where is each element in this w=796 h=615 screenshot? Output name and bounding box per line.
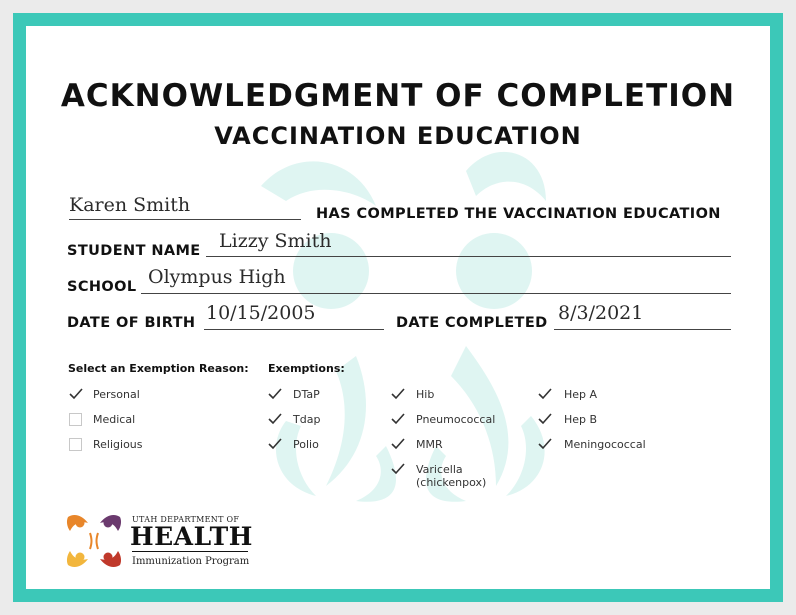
certificate-subtitle: VACCINATION EDUCATION <box>214 122 582 150</box>
logo-health: HEALTH <box>130 522 253 551</box>
checkbox[interactable] <box>69 438 82 451</box>
signer-line <box>69 219 301 220</box>
school-line <box>141 293 731 294</box>
health-logo-icon <box>66 511 122 571</box>
checkmark-icon[interactable] <box>538 388 552 400</box>
signer-name: Karen Smith <box>69 194 191 216</box>
exemption-label: Polio <box>293 438 319 451</box>
date-completed-line <box>554 329 731 330</box>
checkmark-icon[interactable] <box>268 438 282 450</box>
checkmark-icon[interactable] <box>391 413 405 425</box>
exemption-label-sub: (chickenpox) <box>416 476 487 489</box>
checkmark-icon[interactable] <box>538 413 552 425</box>
student-name-line <box>206 256 731 257</box>
school-value: Olympus High <box>148 266 286 288</box>
logo-program: Immunization Program <box>132 556 250 567</box>
logo-department: UTAH DEPARTMENT OF <box>132 515 240 524</box>
student-name-label: STUDENT NAME <box>67 243 201 259</box>
reason-label: Personal <box>93 388 140 401</box>
exemption-label: Hib <box>416 388 435 401</box>
checkmark-icon[interactable] <box>391 438 405 450</box>
checkmark-icon[interactable] <box>69 388 83 400</box>
checkmark-icon[interactable] <box>391 463 405 475</box>
exemption-label: DTaP <box>293 388 320 401</box>
school-label: SCHOOL <box>67 279 137 295</box>
checkmark-icon[interactable] <box>391 388 405 400</box>
exemption-reason-heading: Select an Exemption Reason: <box>68 362 249 375</box>
reason-label: Religious <box>93 438 143 451</box>
dob-line <box>204 329 384 330</box>
student-name-value: Lizzy Smith <box>219 230 332 252</box>
exemption-label: Hep A <box>564 388 598 401</box>
date-completed-label: DATE COMPLETED <box>396 315 548 331</box>
dob-label: DATE OF BIRTH <box>67 315 196 331</box>
checkbox[interactable] <box>69 413 82 426</box>
exemption-label: Pneumococcal <box>416 413 496 426</box>
certificate-frame <box>13 13 783 602</box>
certificate-title: ACKNOWLEDGMENT OF COMPLETION <box>60 78 736 114</box>
exemption-label: Varicella <box>416 463 463 476</box>
checkmark-icon[interactable] <box>268 413 282 425</box>
dob-value: 10/15/2005 <box>206 302 316 324</box>
exemption-label: Tdap <box>293 413 321 426</box>
exemptions-heading: Exemptions: <box>268 362 345 375</box>
date-completed-value: 8/3/2021 <box>558 302 644 324</box>
reason-label: Medical <box>93 413 136 426</box>
completed-text: HAS COMPLETED THE VACCINATION EDUCATION <box>316 206 721 222</box>
checkmark-icon[interactable] <box>268 388 282 400</box>
exemption-label: Hep B <box>564 413 598 426</box>
exemption-label: Meningococcal <box>564 438 646 451</box>
logo-divider <box>132 551 248 552</box>
checkmark-icon[interactable] <box>538 438 552 450</box>
exemption-label: MMR <box>416 438 443 451</box>
